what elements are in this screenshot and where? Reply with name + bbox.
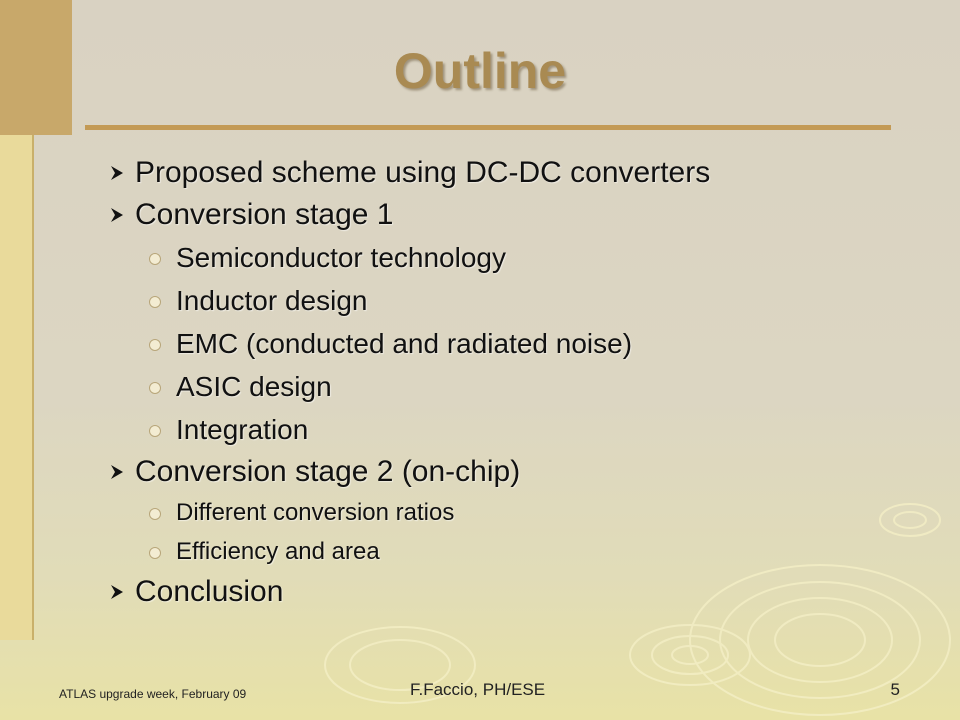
list-item-text: Proposed scheme using DC-DC converters <box>135 156 711 189</box>
sub-list-item <box>108 279 908 322</box>
arrow-bullet-icon <box>108 206 126 224</box>
list-item-text: Different conversion ratios <box>176 499 455 526</box>
dot-bullet-icon <box>149 382 161 394</box>
arrow-bullet-icon <box>108 164 126 182</box>
list-item-text: Integration <box>176 414 309 445</box>
sub-list-item <box>108 493 908 532</box>
footer-event: ATLAS upgrade week, February 09 <box>59 687 247 701</box>
sub-list-item <box>108 408 908 451</box>
list-item-text: Conversion stage 1 <box>135 198 394 231</box>
list-item-text: EMC (conducted and radiated noise) <box>176 328 633 359</box>
dot-bullet-icon <box>149 547 161 559</box>
arrow-bullet-icon <box>108 583 126 601</box>
title-underline <box>85 125 891 130</box>
slide-title: Outline <box>393 43 567 99</box>
sub-list-item <box>108 236 908 279</box>
list-item-text: Inductor design <box>176 285 368 316</box>
list-item <box>108 194 908 236</box>
sub-list-item <box>108 322 908 365</box>
sub-list-item <box>108 532 908 571</box>
dot-bullet-icon <box>149 253 161 265</box>
list-item <box>108 451 908 493</box>
arrow-bullet-icon <box>108 463 126 481</box>
sub-list-item <box>108 365 908 408</box>
list-item-text: Semiconductor technology <box>176 242 506 273</box>
dot-bullet-icon <box>149 339 161 351</box>
page-number: 5 <box>890 680 900 699</box>
list-item-text: Conversion stage 2 (on-chip) <box>135 455 521 488</box>
dot-bullet-icon <box>149 425 161 437</box>
list-item <box>108 571 908 613</box>
dot-bullet-icon <box>149 508 161 520</box>
list-item <box>108 152 908 194</box>
footer-author: F.Faccio, PH/ESE <box>410 680 546 699</box>
dot-bullet-icon <box>149 296 161 308</box>
list-item-text: Conclusion <box>135 575 284 608</box>
list-item-text: Efficiency and area <box>176 538 380 565</box>
list-item-text: ASIC design <box>176 371 332 402</box>
outline-list <box>108 152 908 613</box>
